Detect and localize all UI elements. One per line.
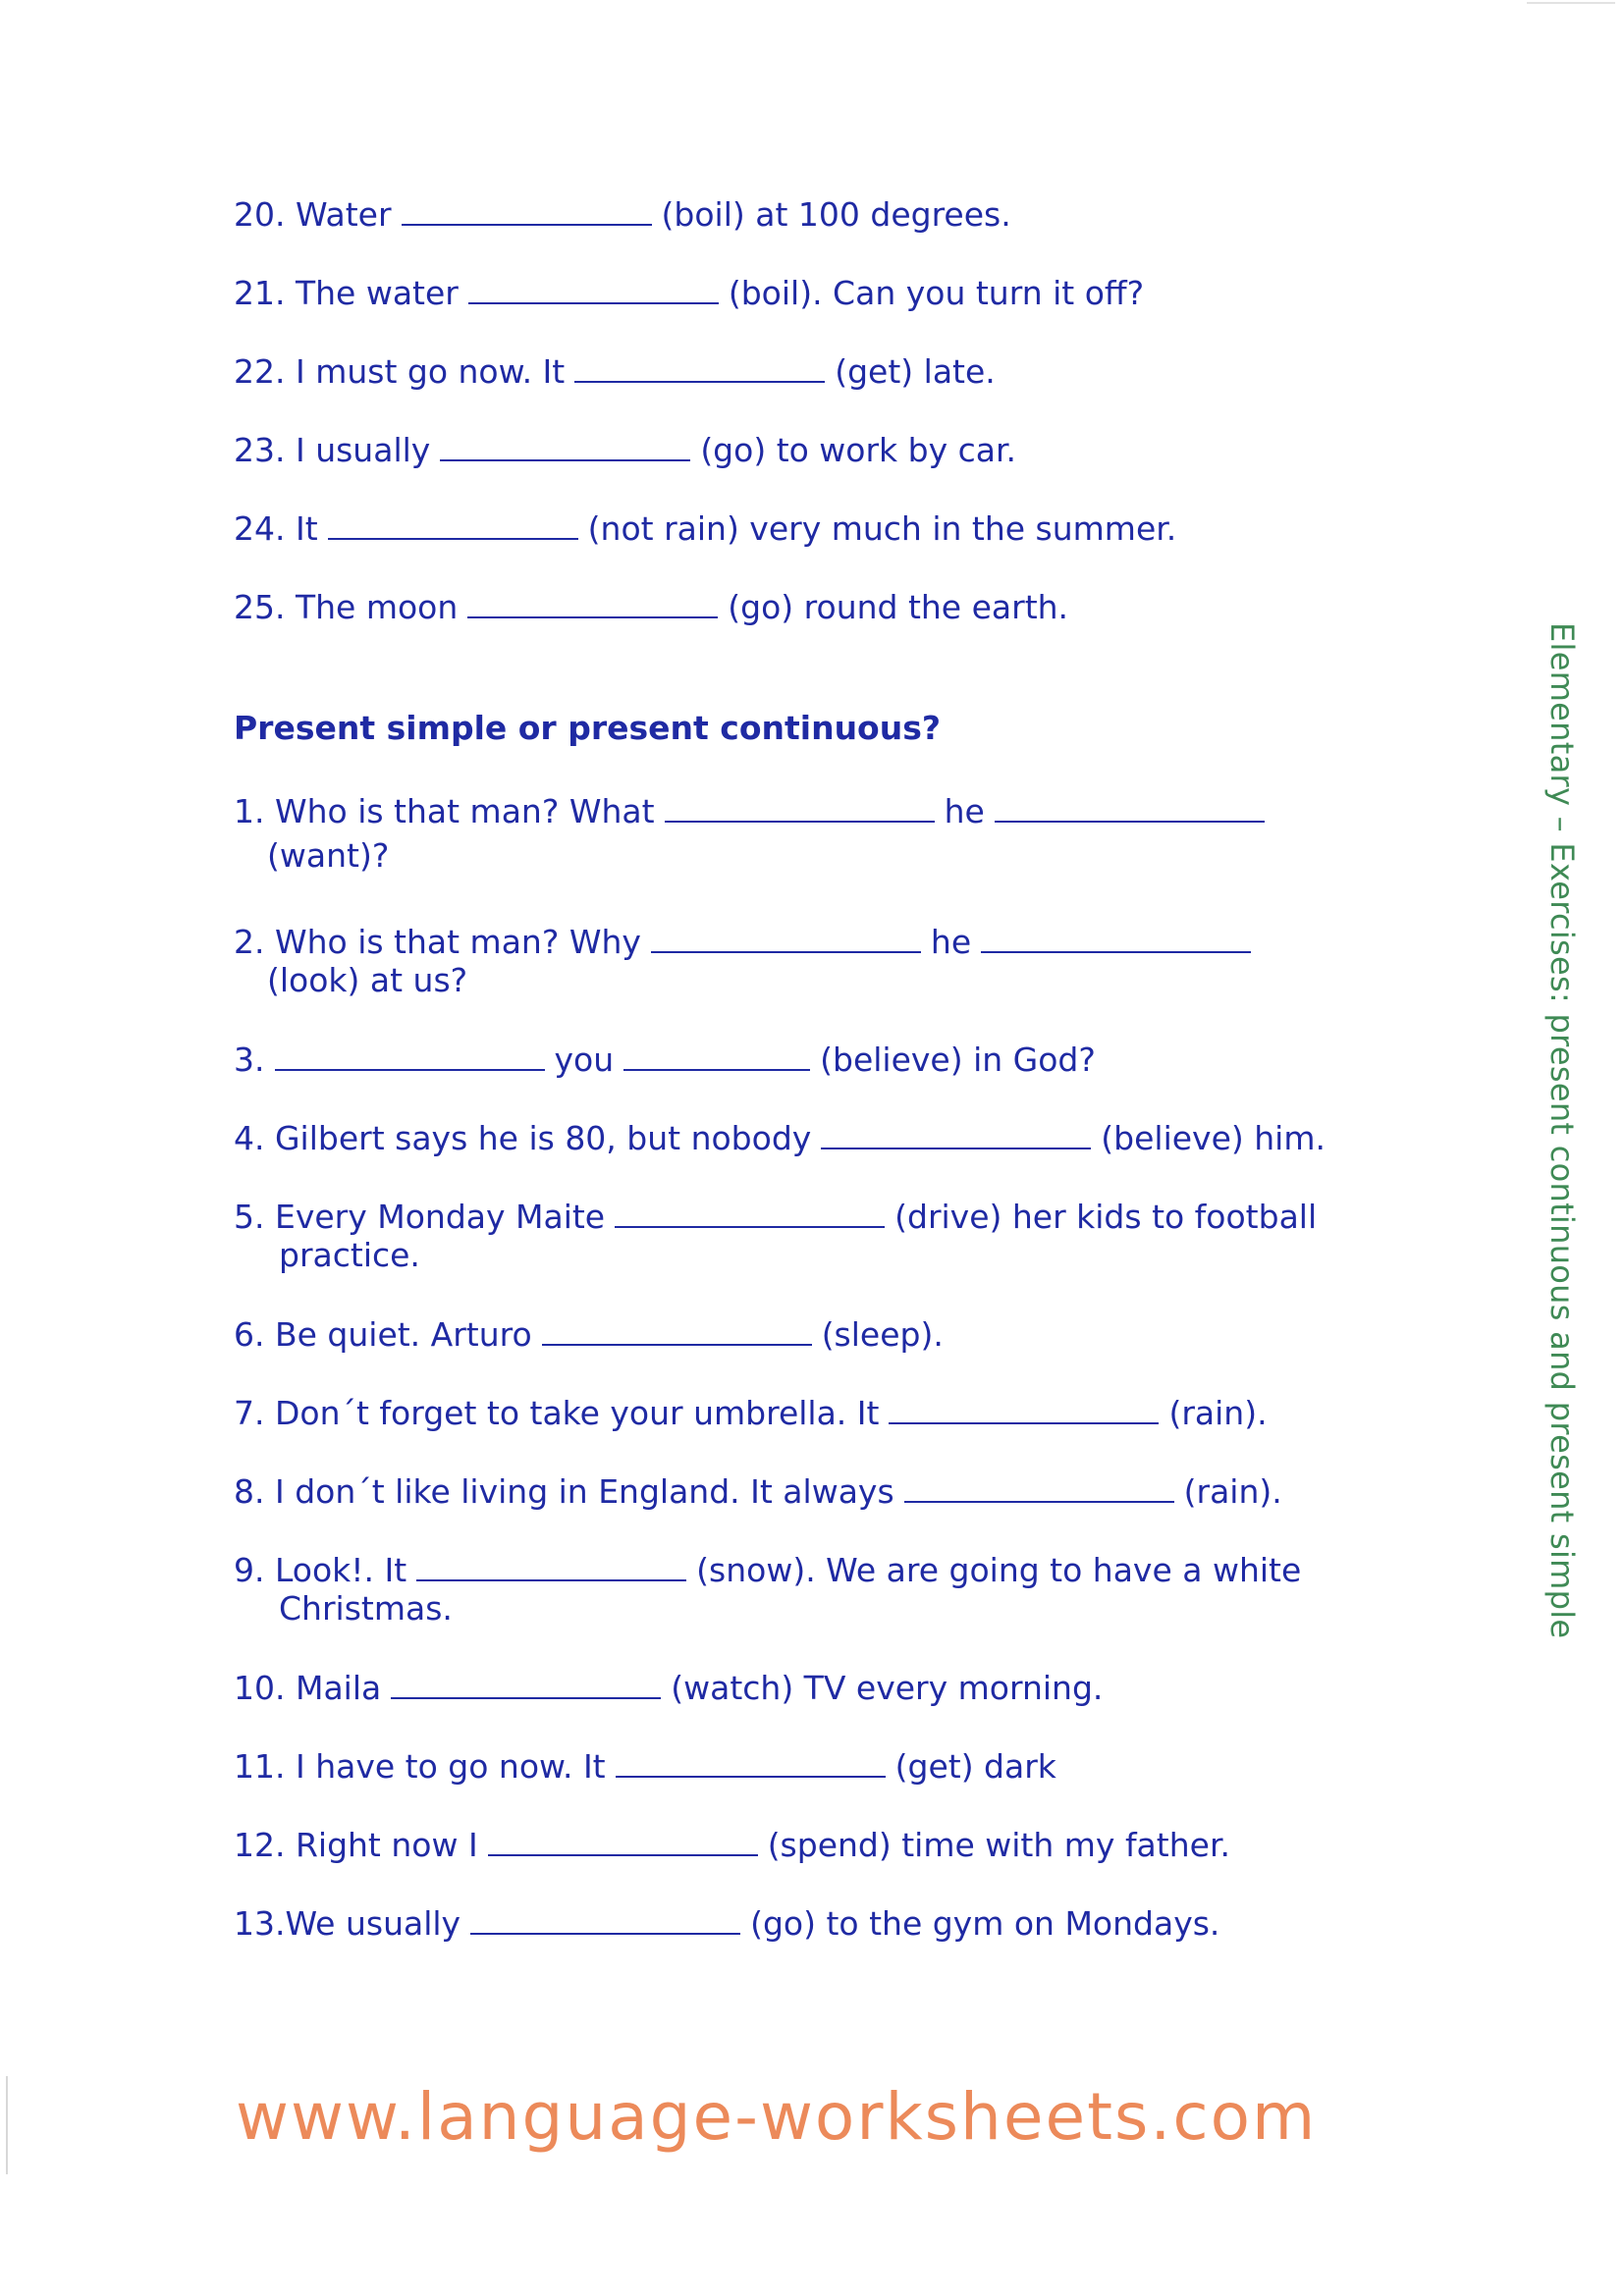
item-text-after: (rain).	[1183, 1472, 1282, 1511]
exercise-item-22	[234, 351, 996, 392]
exercise-item-4	[234, 1118, 1326, 1158]
item-text-before: 12. Right now I	[234, 1826, 478, 1864]
answer-blank[interactable]	[402, 194, 652, 226]
answer-blank[interactable]	[995, 791, 1265, 823]
item-text-after: (get) dark	[894, 1747, 1056, 1786]
answer-blank[interactable]	[904, 1471, 1174, 1503]
exercise-item-12	[234, 1825, 1230, 1865]
item-text-before: 22. I must go now. It	[234, 352, 566, 391]
exercise-item-23	[234, 430, 1016, 470]
item-text-after: (sleep).	[821, 1315, 944, 1354]
exercise-item-25	[234, 587, 1068, 627]
item-9-continuation: Christmas.	[279, 1589, 453, 1628]
answer-blank[interactable]	[616, 1746, 886, 1778]
item-text-after: (snow). We are going to have a white	[696, 1551, 1302, 1589]
item-text-before: 2. Who is that man? Why	[234, 923, 641, 961]
item-text-before: 6. Be quiet. Arturo	[234, 1315, 532, 1354]
answer-blank[interactable]	[623, 1040, 810, 1071]
item-text-before: 20. Water	[234, 195, 392, 234]
answer-blank[interactable]	[391, 1668, 661, 1699]
answer-blank[interactable]	[542, 1314, 812, 1346]
item-text-after: (get) late.	[835, 352, 996, 391]
item-text-before: 24. It	[234, 509, 318, 548]
answer-blank[interactable]	[665, 791, 935, 823]
exercise-item-5	[234, 1197, 1317, 1237]
item-text-before: 21. The water	[234, 274, 459, 312]
item-text-before: 7. Don´t forget to take your umbrella. It	[234, 1394, 880, 1432]
footer-url[interactable]: www.language-worksheets.com	[236, 2079, 1318, 2155]
side-caption: Elementary – Exercises: present continuous and present simple	[1543, 622, 1581, 1639]
exercise-item-6	[234, 1314, 944, 1355]
item-text-before: 3.	[234, 1041, 265, 1079]
answer-blank[interactable]	[440, 430, 690, 461]
item-text-after: (boil) at 100 degrees.	[661, 195, 1011, 234]
item-text-after: (go) to the gym on Mondays.	[750, 1904, 1220, 1943]
item-text-before: 13.We usually	[234, 1904, 461, 1943]
item-text-before: 4. Gilbert says he is 80, but nobody	[234, 1119, 812, 1157]
item-text-middle: he	[944, 792, 985, 830]
item-text-after: (spend) time with my father.	[767, 1826, 1230, 1864]
item-text-after: (go) to work by car.	[700, 431, 1017, 469]
item-text-before: 23. I usually	[234, 431, 431, 469]
item-text-after: (not rain) very much in the summer.	[587, 509, 1177, 548]
item-text-middle: you	[554, 1041, 615, 1079]
item-text-after: (believe) him.	[1101, 1119, 1326, 1157]
answer-blank[interactable]	[574, 351, 825, 383]
exercise-item-3	[234, 1040, 1096, 1080]
answer-blank[interactable]	[615, 1197, 885, 1228]
item-text-before: 8. I don´t like living in England. It always	[234, 1472, 894, 1511]
item-5-continuation: practice.	[279, 1236, 420, 1274]
scan-edge-mark	[6, 2076, 8, 2174]
answer-blank[interactable]	[889, 1393, 1159, 1424]
answer-blank[interactable]	[821, 1118, 1091, 1149]
item-text-middle: he	[930, 923, 972, 961]
exercise-item-10	[234, 1668, 1103, 1708]
answer-blank[interactable]	[981, 922, 1251, 953]
scan-top-mark	[1527, 2, 1615, 4]
exercise-item-8	[234, 1471, 1282, 1512]
item-text-after: (watch) TV every morning.	[671, 1669, 1104, 1707]
item-text-before: 5. Every Monday Maite	[234, 1198, 606, 1236]
item-2-continuation: (look) at us?	[267, 961, 468, 999]
exercise-item-1	[234, 791, 1274, 831]
answer-blank[interactable]	[416, 1550, 686, 1581]
exercise-item-11	[234, 1746, 1056, 1787]
answer-blank[interactable]	[328, 508, 578, 540]
exercise-item-13	[234, 1903, 1219, 1944]
item-text-before: 25. The moon	[234, 588, 459, 626]
exercise-item-7	[234, 1393, 1268, 1433]
item-text-after: (boil). Can you turn it off?	[728, 274, 1145, 312]
section-title: Present simple or present continuous?	[234, 709, 942, 747]
answer-blank[interactable]	[488, 1825, 758, 1856]
exercise-item-2	[234, 922, 1261, 962]
exercise-item-20	[234, 194, 1011, 235]
exercise-item-21	[234, 273, 1144, 313]
item-text-before: 1. Who is that man? What	[234, 792, 655, 830]
item-text-after: (go) round the earth.	[728, 588, 1069, 626]
answer-blank[interactable]	[467, 587, 718, 618]
exercise-item-9	[234, 1550, 1301, 1590]
answer-blank[interactable]	[470, 1903, 740, 1935]
item-text-after: (drive) her kids to football	[894, 1198, 1318, 1236]
item-text-before: 9. Look!. It	[234, 1551, 407, 1589]
item-1-continuation: (want)?	[267, 836, 390, 875]
answer-blank[interactable]	[468, 273, 719, 304]
answer-blank[interactable]	[275, 1040, 545, 1071]
item-text-before: 11. I have to go now. It	[234, 1747, 606, 1786]
exercise-item-24	[234, 508, 1176, 549]
item-text-after: (believe) in God?	[820, 1041, 1096, 1079]
answer-blank[interactable]	[651, 922, 921, 953]
item-text-before: 10. Maila	[234, 1669, 382, 1707]
item-text-after: (rain).	[1168, 1394, 1268, 1432]
